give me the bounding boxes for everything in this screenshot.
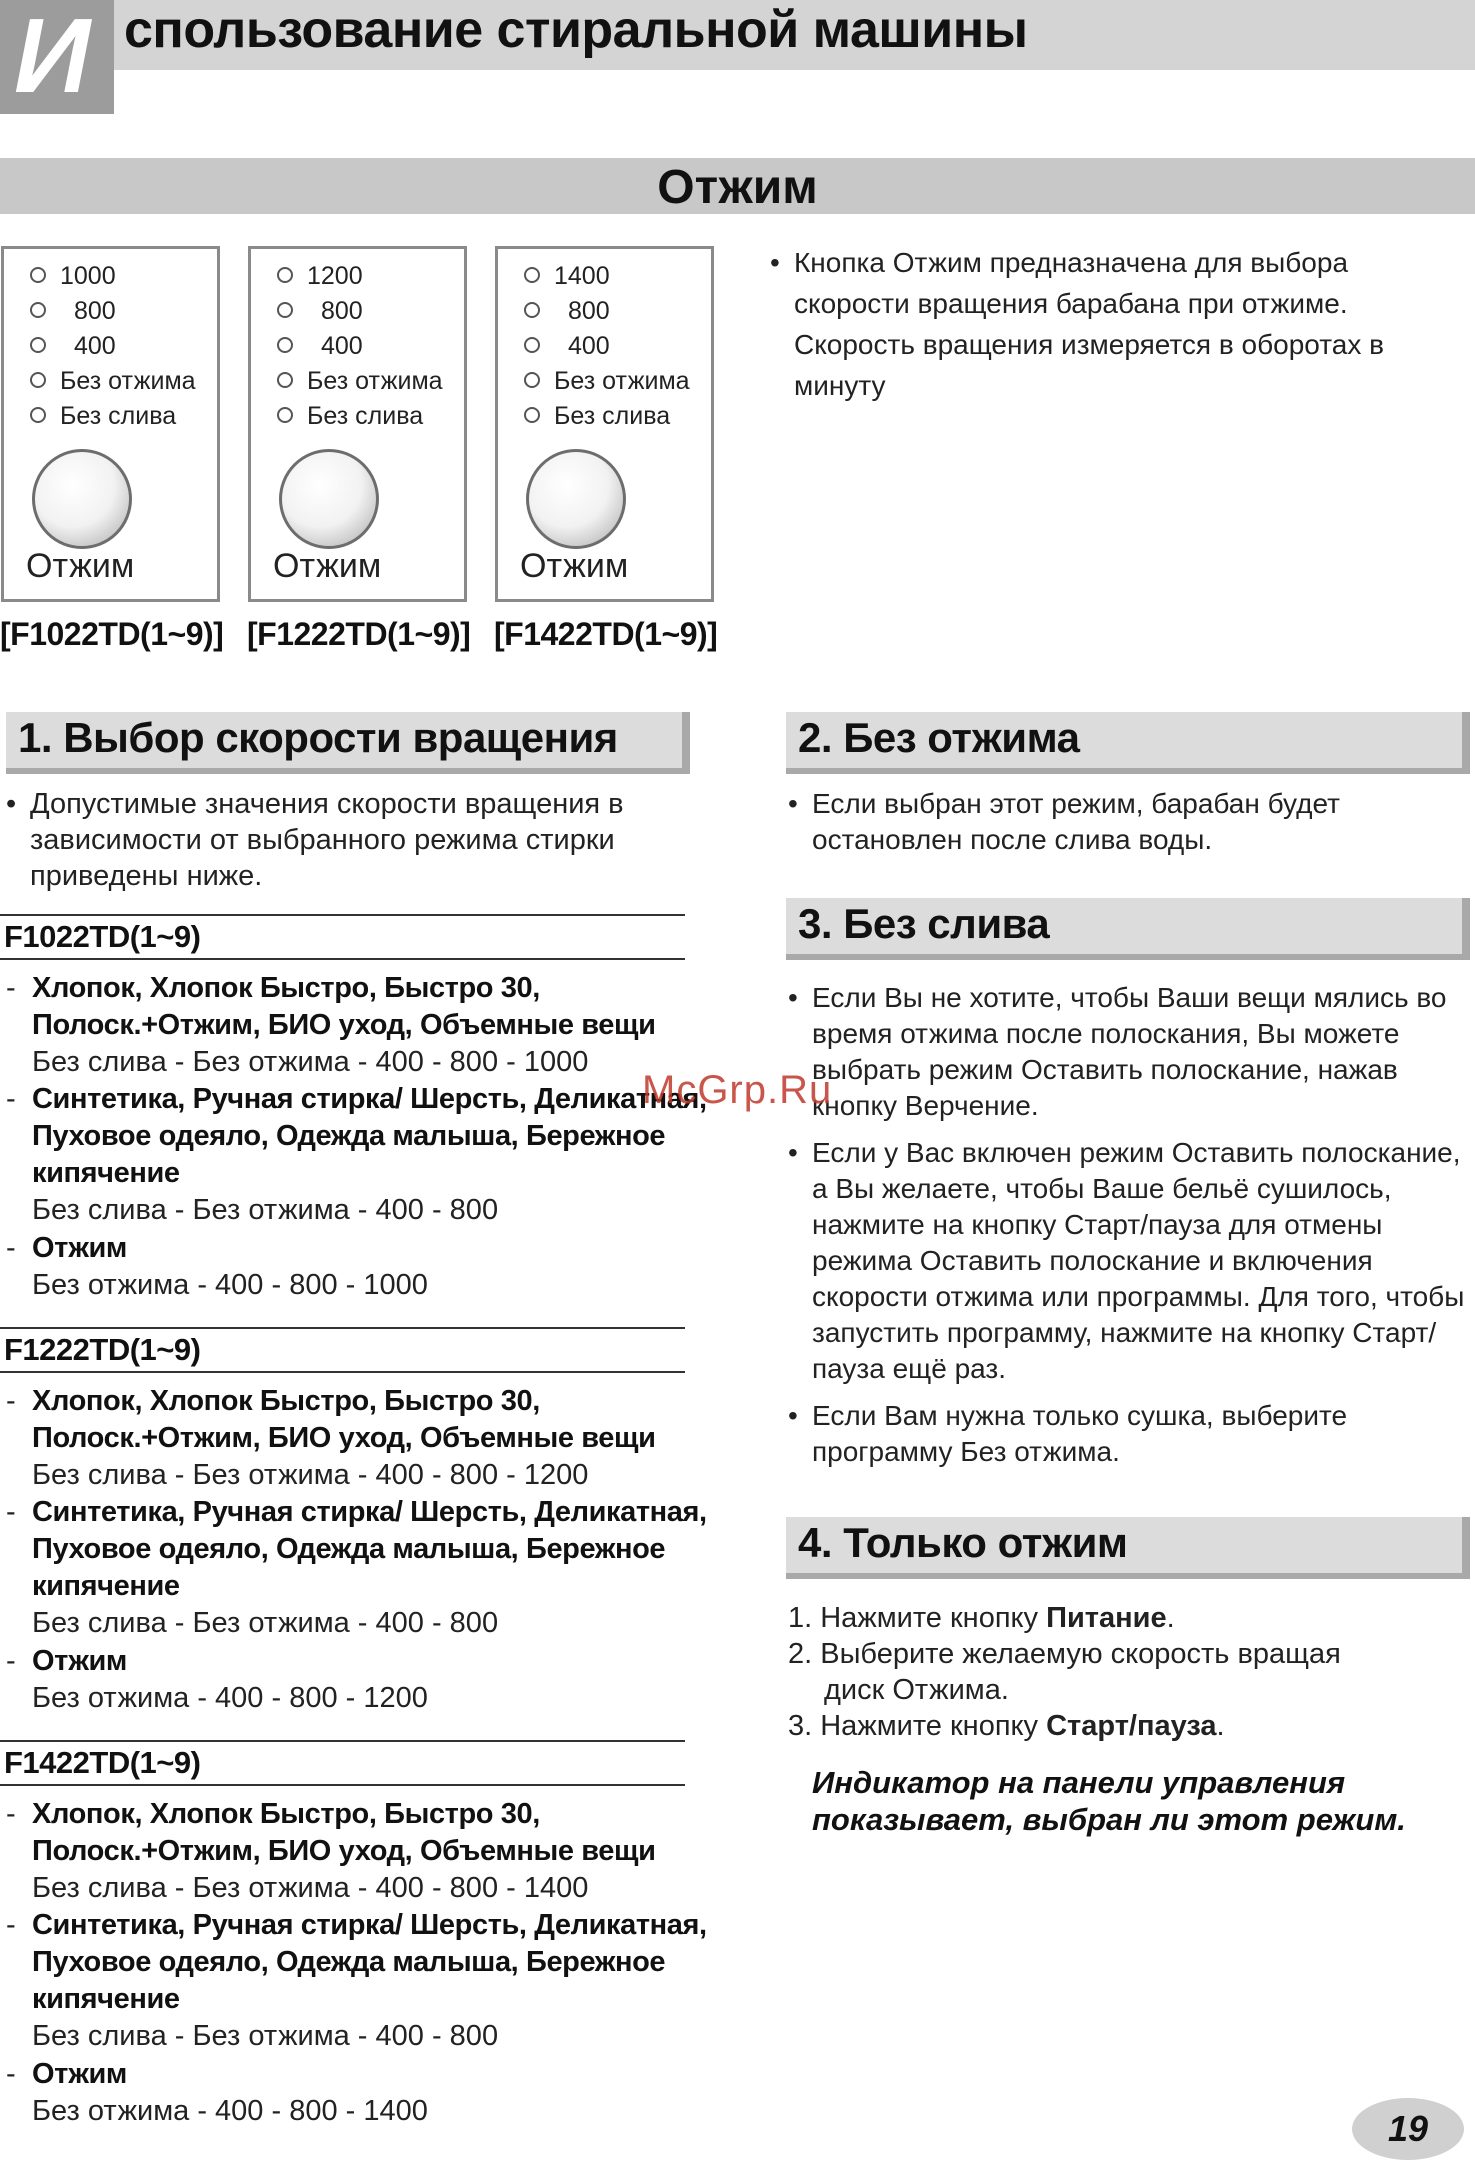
- model-name: F1222TD(1~9): [4, 1332, 201, 1367]
- model-header: [0, 914, 685, 960]
- knob-label: Отжим: [26, 547, 135, 585]
- watermark: McGrp.Ru: [642, 1068, 833, 1112]
- spin-option: 400: [524, 329, 690, 364]
- spin-option: 800: [524, 294, 690, 329]
- spin-panel-3: [495, 246, 714, 602]
- spin-values: Без отжима - 400 - 800 - 1000: [32, 1269, 428, 1301]
- section2-text: [788, 786, 1460, 858]
- page-number-badge: [1352, 2098, 1464, 2160]
- page-title: спользование стиральной машины: [124, 1, 1028, 59]
- spin-option: 400: [277, 329, 443, 364]
- spin-option: Без слива: [277, 399, 443, 434]
- section3-text: [788, 980, 1472, 1470]
- spin-group: - Синтетика, Ручная стирка/ Шерсть, Деликатная, Пуховое одеяло, Одежда малыша, Бережное кипячение Без слива - Без отжима - 400 - 800: [6, 1081, 721, 1229]
- model-name: F1022TD(1~9): [4, 919, 201, 954]
- spin-option: 800: [277, 294, 443, 329]
- spin-option: Без отжима: [524, 364, 690, 399]
- knob-label: Отжим: [273, 547, 382, 585]
- spin-option: 800: [30, 294, 196, 329]
- step-3: 3. Нажмите кнопку Старт/пауза.: [788, 1710, 1225, 1742]
- spin-options-list: [524, 259, 690, 434]
- indicator-icon: [524, 337, 540, 353]
- spin-options-list: [30, 259, 196, 434]
- indicator-icon: [277, 407, 293, 423]
- spin-values: Без слива - Без отжима - 400 - 800: [32, 2020, 499, 2052]
- section1-intro: [6, 786, 686, 894]
- step-2: 2. Выберите желаемую скорость вращая: [788, 1638, 1341, 1670]
- indicator-icon: [524, 267, 540, 283]
- programs-list: Хлопок, Хлопок Быстро, Быстро 30, Полоск.+Отжим, БИО уход, Объемные вещи: [32, 972, 656, 1041]
- programs-list: Хлопок, Хлопок Быстро, Быстро 30, Полоск.+Отжим, БИО уход, Объемные вещи: [32, 1385, 656, 1454]
- indicator-icon: [30, 267, 46, 283]
- spin-values: Без отжима - 400 - 800 - 1400: [32, 2095, 428, 2127]
- spin-values: Без слива - Без отжима - 400 - 800: [32, 1194, 499, 1226]
- section4-heading: [786, 1517, 1470, 1579]
- section3-bullet: • Если Вы не хотите, чтобы Ваши вещи мялись во время отжима после полоскания, Вы можете выбрать режим Оставить полоскание, нажав кнопку Верчение.: [788, 980, 1472, 1124]
- step-1: 1. Нажмите кнопку Питание.: [788, 1602, 1175, 1634]
- page-number: 19: [1387, 2108, 1429, 2149]
- section1-heading-text: 1. Выбор скорости вращения: [18, 714, 618, 761]
- programs-list: Синтетика, Ручная стирка/ Шерсть, Деликатная, Пуховое одеяло, Одежда малыша, Бережное кипячение: [32, 1909, 707, 2015]
- spin-option: 1200: [277, 259, 443, 294]
- section3-bullet: • Если у Вас включен режим Оставить полоскание, а Вы желаете, чтобы Ваше бельё сушилось, нажмите на кнопку Старт/пауза для отмены режима Оставить полоскание и включения скорости отжима или программы. Для того, чтобы запустить программу, нажмите на кнопку Старт/пауза ещё раз.: [788, 1135, 1472, 1387]
- spin-option: Без слива: [524, 399, 690, 434]
- panel-model-caption: [F1422TD(1~9)]: [494, 616, 718, 652]
- header-initial-letter: И: [14, 0, 91, 115]
- indicator-icon: [30, 372, 46, 388]
- section3-bullet: • Если Вам нужна только сушка, выберите программу Без отжима.: [788, 1398, 1472, 1470]
- spin-values: Без отжима - 400 - 800 - 1200: [32, 1682, 428, 1714]
- indicator-icon: [524, 407, 540, 423]
- model-header: [0, 1740, 685, 1786]
- spin-values: Без слива - Без отжима - 400 - 800: [32, 1607, 499, 1639]
- indicator-icon: [277, 337, 293, 353]
- panel-model-caption: [F1022TD(1~9)]: [0, 616, 224, 652]
- model-header: [0, 1327, 685, 1373]
- spin-panel-1: [1, 246, 220, 602]
- spin-group: - Хлопок, Хлопок Быстро, Быстро 30, Полоск.+Отжим, БИО уход, Объемные вещи Без слива - Без отжима - 400 - 800 - 1200: [6, 1383, 721, 1494]
- spin-values: Без слива - Без отжима - 400 - 800 - 1400: [32, 1872, 589, 1904]
- section-band: [0, 158, 1475, 214]
- spin-option: 1400: [524, 259, 690, 294]
- section3-heading-text: 3. Без слива: [798, 900, 1050, 947]
- indicator-icon: [30, 337, 46, 353]
- programs-list: Хлопок, Хлопок Быстро, Быстро 30, Полоск.+Отжим, БИО уход, Объемные вещи: [32, 1798, 656, 1867]
- spin-values: Без слива - Без отжима - 400 - 800 - 1000: [32, 1046, 589, 1078]
- programs-list: Отжим: [32, 1232, 127, 1264]
- spin-option: 400: [30, 329, 196, 364]
- intro-bullet: • Кнопка Отжим предназначена для выбора скорости вращения барабана при отжиме. Скорость вращения измеряется в оборотах в минуту: [770, 242, 1460, 406]
- indicator-icon: [524, 372, 540, 388]
- spin-group: - Синтетика, Ручная стирка/ Шерсть, Деликатная, Пуховое одеяло, Одежда малыша, Бережное кипячение Без слива - Без отжима - 400 - 800: [6, 1907, 721, 2055]
- section3-heading: [786, 898, 1470, 960]
- spin-group: - Хлопок, Хлопок Быстро, Быстро 30, Полоск.+Отжим, БИО уход, Объемные вещи Без слива - Без отжима - 400 - 800 - 1400: [6, 1796, 721, 1907]
- section-title: Отжим: [657, 161, 818, 214]
- indicator-icon: [277, 267, 293, 283]
- programs-list: Отжим: [32, 2058, 127, 2090]
- section4-heading-text: 4. Только отжим: [798, 1519, 1128, 1566]
- section1-heading: [6, 712, 690, 774]
- spin-knob-button[interactable]: [279, 449, 379, 549]
- spin-group: - Синтетика, Ручная стирка/ Шерсть, Деликатная, Пуховое одеяло, Одежда малыша, Бережное кипячение Без слива - Без отжима - 400 - 800: [6, 1494, 721, 1642]
- intro-text: [770, 242, 1460, 406]
- indicator-icon: [277, 302, 293, 318]
- spin-option: Без слива: [30, 399, 196, 434]
- spin-group: - Отжим Без отжима - 400 - 800 - 1400: [6, 2056, 721, 2130]
- spin-option: Без отжима: [277, 364, 443, 399]
- spin-option: Без отжима: [30, 364, 196, 399]
- section2-heading: [786, 712, 1470, 774]
- spin-values: Без слива - Без отжима - 400 - 800 - 1200: [32, 1459, 589, 1491]
- spin-knob-button[interactable]: [526, 449, 626, 549]
- step-2-cont: диск Отжима.: [824, 1674, 1009, 1706]
- programs-list: Отжим: [32, 1645, 127, 1677]
- section2-bullet: • Если выбран этот режим, барабан будет остановлен после слива воды.: [788, 786, 1460, 858]
- programs-list: Синтетика, Ручная стирка/ Шерсть, Деликатная, Пуховое одеяло, Одежда малыша, Бережное кипячение: [32, 1496, 707, 1602]
- spin-panel-2: [248, 246, 467, 602]
- panel-model-caption: [F1222TD(1~9)]: [247, 616, 471, 652]
- spin-group: - Отжим Без отжима - 400 - 800 - 1000: [6, 1230, 721, 1304]
- indicator-icon: [277, 372, 293, 388]
- spin-knob-button[interactable]: [32, 449, 132, 549]
- spin-option: 1000: [30, 259, 196, 294]
- indicator-icon: [30, 302, 46, 318]
- programs-list: Синтетика, Ручная стирка/ Шерсть, Деликатная, Пуховое одеяло, Одежда малыша, Бережное кипячение: [32, 1083, 707, 1189]
- header-bar: [114, 0, 1475, 70]
- spin-options-list: [277, 259, 443, 434]
- section4-note: Индикатор на панели управления показывает, выбран ли этот режим.: [812, 1765, 1406, 1837]
- spin-group: - Хлопок, Хлопок Быстро, Быстро 30, Полоск.+Отжим, БИО уход, Объемные вещи Без слива - Без отжима - 400 - 800 - 1000: [6, 970, 721, 1081]
- section4-steps: [788, 1600, 1448, 1744]
- indicator-icon: [30, 407, 46, 423]
- indicator-icon: [524, 302, 540, 318]
- section2-heading-text: 2. Без отжима: [798, 714, 1080, 761]
- spin-group: - Отжим Без отжима - 400 - 800 - 1200: [6, 1643, 721, 1717]
- knob-label: Отжим: [520, 547, 629, 585]
- header-initial-block: [0, 0, 114, 114]
- section1-bullet: • Допустимые значения скорости вращения в зависимости от выбранного режима стирки приведены ниже.: [6, 786, 686, 894]
- model-name: F1422TD(1~9): [4, 1745, 201, 1780]
